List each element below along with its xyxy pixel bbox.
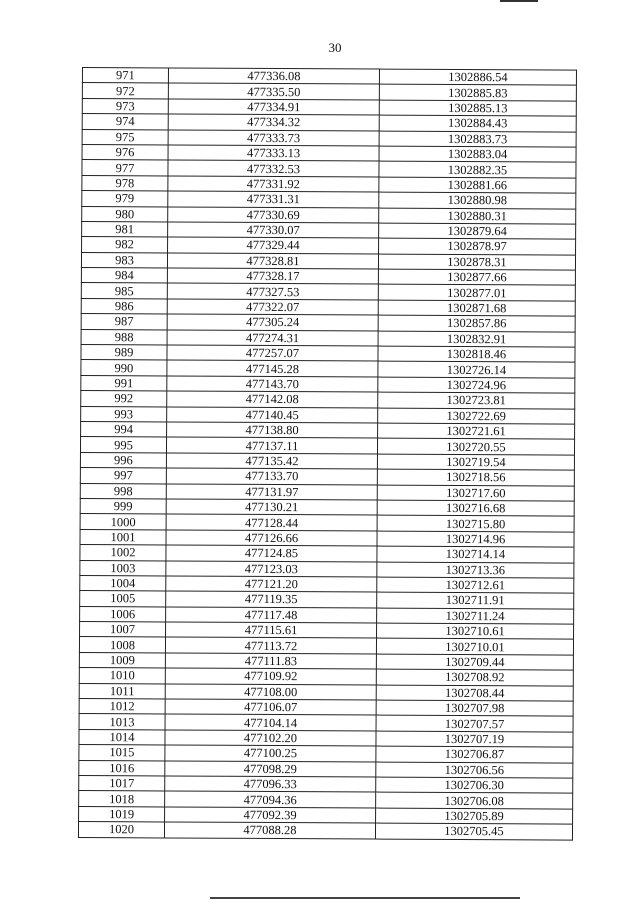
point-number-cell: 1010 <box>79 668 165 684</box>
x-coordinate-cell: 477138.80 <box>167 422 378 438</box>
y-coordinate-cell: 1302711.91 <box>377 592 574 608</box>
y-coordinate-cell: 1302724.96 <box>378 377 575 393</box>
x-coordinate-cell: 477145.28 <box>167 360 378 376</box>
y-coordinate-cell: 1302720.55 <box>377 438 574 454</box>
point-number-cell: 991 <box>81 375 167 391</box>
x-coordinate-cell: 477331.31 <box>168 191 379 207</box>
y-coordinate-cell: 1302714.96 <box>377 531 574 547</box>
y-coordinate-cell: 1302885.83 <box>379 84 576 100</box>
y-coordinate-cell: 1302818.46 <box>378 346 575 362</box>
point-number-cell: 1012 <box>79 699 165 715</box>
point-number-cell: 980 <box>82 206 168 222</box>
y-coordinate-cell: 1302707.98 <box>376 700 573 716</box>
y-coordinate-cell: 1302726.14 <box>378 361 575 377</box>
y-coordinate-cell: 1302832.91 <box>378 331 575 347</box>
y-coordinate-cell: 1302709.44 <box>376 654 573 670</box>
y-coordinate-cell: 1302717.60 <box>377 485 574 501</box>
x-coordinate-cell: 477142.08 <box>167 391 378 407</box>
point-number-cell: 1008 <box>79 637 165 653</box>
point-number-cell: 1003 <box>80 560 166 576</box>
point-number-cell: 971 <box>82 68 168 84</box>
x-coordinate-cell: 477330.07 <box>168 222 379 238</box>
point-number-cell: 982 <box>82 237 168 253</box>
y-coordinate-cell: 1302881.66 <box>379 177 576 193</box>
y-coordinate-cell: 1302885.13 <box>379 100 576 116</box>
point-number-cell: 996 <box>80 452 166 468</box>
y-coordinate-cell: 1302857.86 <box>378 315 575 331</box>
point-number-cell: 974 <box>82 114 168 130</box>
point-number-cell: 975 <box>82 129 168 145</box>
x-coordinate-cell: 477335.50 <box>168 83 379 99</box>
point-number-cell: 1017 <box>79 775 165 791</box>
point-number-cell: 1015 <box>79 745 165 761</box>
scan-bottom-edge-mark <box>210 897 520 899</box>
y-coordinate-cell: 1302880.98 <box>379 192 576 208</box>
x-coordinate-cell: 477333.13 <box>168 145 379 161</box>
point-number-cell: 993 <box>81 406 167 422</box>
y-coordinate-cell: 1302877.66 <box>378 269 575 285</box>
x-coordinate-cell: 477100.25 <box>165 745 376 761</box>
x-coordinate-cell: 477102.20 <box>165 730 376 746</box>
point-number-cell: 972 <box>82 83 168 99</box>
y-coordinate-cell: 1302880.31 <box>379 208 576 224</box>
point-number-cell: 1011 <box>79 683 165 699</box>
y-coordinate-cell: 1302711.24 <box>377 608 574 624</box>
y-coordinate-cell: 1302716.68 <box>377 500 574 516</box>
x-coordinate-cell: 477096.33 <box>165 776 376 792</box>
point-number-cell: 985 <box>81 283 167 299</box>
point-number-cell: 1009 <box>79 652 165 668</box>
coordinates-table <box>78 67 577 840</box>
page-number: 30 <box>328 40 342 55</box>
y-coordinate-cell: 1302721.61 <box>378 423 575 439</box>
y-coordinate-cell: 1302882.35 <box>379 161 576 177</box>
point-number-cell: 1004 <box>80 575 166 591</box>
x-coordinate-cell: 477094.36 <box>165 791 376 807</box>
y-coordinate-cell: 1302706.56 <box>376 762 573 778</box>
y-coordinate-cell: 1302706.87 <box>376 746 573 762</box>
point-number-cell: 1006 <box>80 606 166 622</box>
y-coordinate-cell: 1302877.01 <box>378 285 575 301</box>
x-coordinate-cell: 477328.81 <box>167 253 378 269</box>
point-number-cell: 984 <box>81 268 167 284</box>
x-coordinate-cell: 477124.85 <box>166 545 377 561</box>
y-coordinate-cell: 1302708.44 <box>376 685 573 701</box>
point-number-cell: 995 <box>80 437 166 453</box>
point-number-cell: 988 <box>81 329 167 345</box>
y-coordinate-cell: 1302710.61 <box>377 623 574 639</box>
x-coordinate-cell: 477098.29 <box>165 761 376 777</box>
point-number-cell: 1001 <box>80 529 166 545</box>
x-coordinate-cell: 477331.92 <box>168 176 379 192</box>
point-number-cell: 994 <box>81 421 167 437</box>
point-number-cell: 1014 <box>79 729 165 745</box>
y-coordinate-cell: 1302884.43 <box>379 115 576 131</box>
point-number-cell: 981 <box>82 221 168 237</box>
x-coordinate-cell: 477123.03 <box>166 560 377 576</box>
x-coordinate-cell: 477092.39 <box>165 807 376 823</box>
y-coordinate-cell: 1302714.14 <box>377 546 574 562</box>
point-number-cell: 997 <box>80 468 166 484</box>
x-coordinate-cell: 477119.35 <box>166 591 377 607</box>
y-coordinate-cell: 1302715.80 <box>377 515 574 531</box>
point-number-cell: 998 <box>80 483 166 499</box>
x-coordinate-cell: 477135.42 <box>166 453 377 469</box>
x-coordinate-cell: 477334.32 <box>168 114 379 130</box>
x-coordinate-cell: 477121.20 <box>166 576 377 592</box>
y-coordinate-cell: 1302723.81 <box>378 392 575 408</box>
x-coordinate-cell: 477140.45 <box>167 407 378 423</box>
y-coordinate-cell: 1302878.97 <box>379 238 576 254</box>
y-coordinate-cell: 1302708.92 <box>376 669 573 685</box>
y-coordinate-cell: 1302719.54 <box>377 454 574 470</box>
scan-top-edge-mark <box>500 0 538 2</box>
x-coordinate-cell: 477330.69 <box>168 206 379 222</box>
y-coordinate-cell: 1302707.19 <box>376 731 573 747</box>
x-coordinate-cell: 477126.66 <box>166 530 377 546</box>
point-number-cell: 1013 <box>79 714 165 730</box>
point-number-cell: 989 <box>81 345 167 361</box>
point-number-cell: 999 <box>80 498 166 514</box>
x-coordinate-cell: 477108.00 <box>165 684 376 700</box>
point-number-cell: 987 <box>81 314 167 330</box>
y-coordinate-cell: 1302706.30 <box>376 777 573 793</box>
x-coordinate-cell: 477143.70 <box>167 376 378 392</box>
y-coordinate-cell: 1302883.73 <box>379 131 576 147</box>
x-coordinate-cell: 477104.14 <box>165 714 376 730</box>
y-coordinate-cell: 1302878.31 <box>378 254 575 270</box>
point-number-cell: 976 <box>82 144 168 160</box>
x-coordinate-cell: 477334.91 <box>168 99 379 115</box>
y-coordinate-cell: 1302879.64 <box>379 223 576 239</box>
x-coordinate-cell: 477106.07 <box>165 699 376 715</box>
y-coordinate-cell: 1302722.69 <box>378 408 575 424</box>
x-coordinate-cell: 477328.17 <box>167 268 378 284</box>
point-number-cell: 973 <box>82 98 168 114</box>
y-coordinate-cell: 1302705.89 <box>376 808 573 824</box>
y-coordinate-cell: 1302710.01 <box>376 639 573 655</box>
x-coordinate-cell: 477133.70 <box>166 468 377 484</box>
point-number-cell: 1018 <box>79 791 165 807</box>
x-coordinate-cell: 477274.31 <box>167 330 378 346</box>
x-coordinate-cell: 477333.73 <box>168 130 379 146</box>
x-coordinate-cell: 477257.07 <box>167 345 378 361</box>
point-number-cell: 978 <box>82 175 168 191</box>
x-coordinate-cell: 477322.07 <box>167 299 378 315</box>
x-coordinate-cell: 477327.53 <box>167 283 378 299</box>
y-coordinate-cell: 1302713.36 <box>377 562 574 578</box>
point-number-cell: 983 <box>81 252 167 268</box>
x-coordinate-cell: 477111.83 <box>165 653 376 669</box>
y-coordinate-cell: 1302712.61 <box>377 577 574 593</box>
point-number-cell: 979 <box>82 191 168 207</box>
x-coordinate-cell: 477305.24 <box>167 314 378 330</box>
point-number-cell: 1000 <box>80 514 166 530</box>
x-coordinate-cell: 477088.28 <box>164 822 375 838</box>
x-coordinate-cell: 477329.44 <box>168 237 379 253</box>
y-coordinate-cell: 1302706.08 <box>376 792 573 808</box>
x-coordinate-cell: 477332.53 <box>168 160 379 176</box>
y-coordinate-cell: 1302718.56 <box>377 469 574 485</box>
point-number-cell: 1020 <box>78 822 164 838</box>
point-number-cell: 1002 <box>80 545 166 561</box>
x-coordinate-cell: 477109.92 <box>165 668 376 684</box>
x-coordinate-cell: 477131.97 <box>166 483 377 499</box>
y-coordinate-cell: 1302707.57 <box>376 715 573 731</box>
y-coordinate-cell: 1302883.04 <box>379 146 576 162</box>
point-number-cell: 1019 <box>79 806 165 822</box>
point-number-cell: 990 <box>81 360 167 376</box>
x-coordinate-cell: 477128.44 <box>166 514 377 530</box>
x-coordinate-cell: 477117.48 <box>166 607 377 623</box>
point-number-cell: 1005 <box>80 591 166 607</box>
y-coordinate-cell: 1302705.45 <box>375 823 572 839</box>
coordinates-table-body <box>78 68 576 840</box>
point-number-cell: 977 <box>82 160 168 176</box>
point-number-cell: 992 <box>81 391 167 407</box>
point-number-cell: 1007 <box>80 622 166 638</box>
x-coordinate-cell: 477336.08 <box>168 68 379 84</box>
point-number-cell: 986 <box>81 298 167 314</box>
x-coordinate-cell: 477137.11 <box>166 437 377 453</box>
x-coordinate-cell: 477113.72 <box>165 637 376 653</box>
x-coordinate-cell: 477115.61 <box>166 622 377 638</box>
table-row <box>78 822 572 840</box>
y-coordinate-cell: 1302871.68 <box>378 300 575 316</box>
point-number-cell: 1016 <box>79 760 165 776</box>
y-coordinate-cell: 1302886.54 <box>379 69 576 85</box>
x-coordinate-cell: 477130.21 <box>166 499 377 515</box>
